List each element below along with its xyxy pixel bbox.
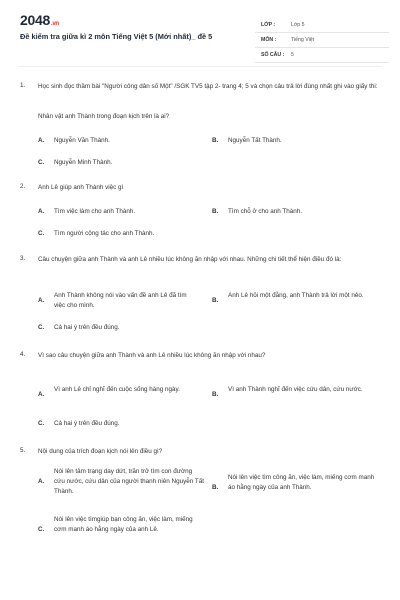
meta-key: LỚP : bbox=[261, 22, 276, 28]
question-text: Nội dung của trích đoạn kịch nói lên điều gì? bbox=[38, 448, 163, 455]
question-number: 3. bbox=[20, 255, 26, 262]
meta-key: SỐ CÂU : bbox=[261, 52, 285, 58]
question-number: 2. bbox=[20, 183, 26, 190]
option-letter: C. bbox=[38, 159, 45, 166]
option-a[interactable] bbox=[38, 385, 208, 407]
option-letter: C. bbox=[38, 420, 45, 427]
meta-value: 5 bbox=[291, 52, 294, 58]
question-2 bbox=[20, 183, 382, 243]
option-b[interactable] bbox=[212, 385, 372, 407]
option-letter: B. bbox=[212, 208, 219, 215]
option-text: Nguyễn Tất Thành. bbox=[228, 137, 282, 144]
site-logo[interactable] bbox=[20, 12, 59, 28]
meta-row-count bbox=[255, 48, 389, 63]
meta-row-subject bbox=[255, 33, 389, 48]
option-text: Cả hai ý trên đều đúng. bbox=[54, 420, 120, 427]
option-text: Cả hai ý trên đều đúng. bbox=[54, 324, 120, 331]
question-text: Học sinh đọc thầm bài "Người công dân số Một" /SGK TV5 tập 2- trang 4; 5 và chọn câu trả lời đúng nhất ghi vào giấy thi: bbox=[38, 83, 378, 90]
option-text: Tìm chỗ ở cho anh Thành. bbox=[228, 208, 303, 215]
question-number: 5. bbox=[20, 447, 26, 454]
meta-value: Lớp 5 bbox=[291, 22, 305, 28]
option-c[interactable] bbox=[38, 515, 210, 547]
option-text: Nói lên tâm trạng day dứt, trăn trở tìm con đường cứu nước, cứu dân của người thanh niên Nguyễn Tất Thành. bbox=[54, 468, 204, 495]
logo-suffix: .vn bbox=[50, 21, 59, 27]
option-text: Vì anh Lê chỉ nghĩ đến cuộc sống hàng ngày. bbox=[54, 386, 180, 393]
option-text: Tìm việc làm cho anh Thành. bbox=[54, 208, 136, 215]
question-5 bbox=[20, 447, 382, 557]
option-letter: C. bbox=[38, 324, 45, 331]
option-letter: A. bbox=[38, 297, 45, 304]
question-1 bbox=[20, 82, 382, 172]
meta-row-class bbox=[255, 18, 389, 33]
option-letter: C. bbox=[38, 230, 45, 237]
question-text: Câu chuyện giữa anh Thành và anh Lê nhiều lúc không ăn nhập với nhau. Những chi tiết thể hiện điều đó là: bbox=[38, 256, 342, 263]
option-letter: B. bbox=[212, 137, 219, 144]
question-4 bbox=[20, 351, 382, 435]
option-text: Anh Lê hỏi một đằng, anh Thành trả lời một nẻo. bbox=[228, 292, 364, 299]
option-text: Nguyễn Minh Thành. bbox=[54, 159, 113, 166]
question-3 bbox=[20, 255, 382, 339]
option-letter: B. bbox=[212, 391, 219, 398]
option-letter: A. bbox=[38, 208, 45, 215]
option-letter: B. bbox=[212, 297, 219, 304]
option-a[interactable] bbox=[38, 291, 208, 313]
option-letter: A. bbox=[38, 478, 45, 485]
option-a[interactable] bbox=[38, 467, 210, 499]
option-text: Nguyễn Văn Thành. bbox=[54, 137, 110, 144]
option-b[interactable] bbox=[212, 473, 378, 495]
option-text: Nói lên việc tìm công ăn, việc làm, miếng cơm manh áo hằng ngày của anh Thành. bbox=[228, 474, 375, 491]
header-divider bbox=[18, 66, 382, 67]
exam-title: Đề kiểm tra giữa kì 2 môn Tiếng Việt 5 (Mới nhất)_ đề 5 bbox=[20, 32, 213, 41]
question-subtext: Nhân vật anh Thành trong đoạn kịch trên là ai? bbox=[38, 113, 170, 120]
meta-value: Tiếng Việt bbox=[291, 37, 315, 43]
option-b[interactable] bbox=[212, 291, 372, 313]
option-text: Vì anh Thành nghĩ đến việc cứu dân, cứu nước. bbox=[228, 386, 363, 393]
exam-header bbox=[8, 8, 392, 64]
option-letter: A. bbox=[38, 391, 45, 398]
question-number: 4. bbox=[20, 351, 26, 358]
meta-key: MÔN : bbox=[261, 37, 277, 43]
option-text: Tìm người cộng tác cho anh Thành. bbox=[54, 230, 155, 237]
option-letter: C. bbox=[38, 526, 45, 533]
exam-meta-table bbox=[255, 18, 389, 63]
option-letter: A. bbox=[38, 137, 45, 144]
question-text: Vì sao câu chuyện giữa anh Thành và anh Lê nhiều lúc không ăn nhập với nhau? bbox=[38, 352, 266, 359]
question-number: 1. bbox=[20, 82, 26, 89]
logo-text: 2048 bbox=[20, 12, 50, 28]
question-text: Anh Lê giúp anh Thành việc gì bbox=[38, 184, 124, 191]
option-text: Anh Thành không nói vào vấn đề anh Lê đã tìm việc cho mình. bbox=[54, 292, 187, 309]
option-letter: B. bbox=[212, 484, 219, 491]
option-text: Nói lên việc tìmgiúp bạn công ăn, việc làm, miếng cơm manh áo hằng ngày của anh Lê. bbox=[54, 516, 193, 533]
